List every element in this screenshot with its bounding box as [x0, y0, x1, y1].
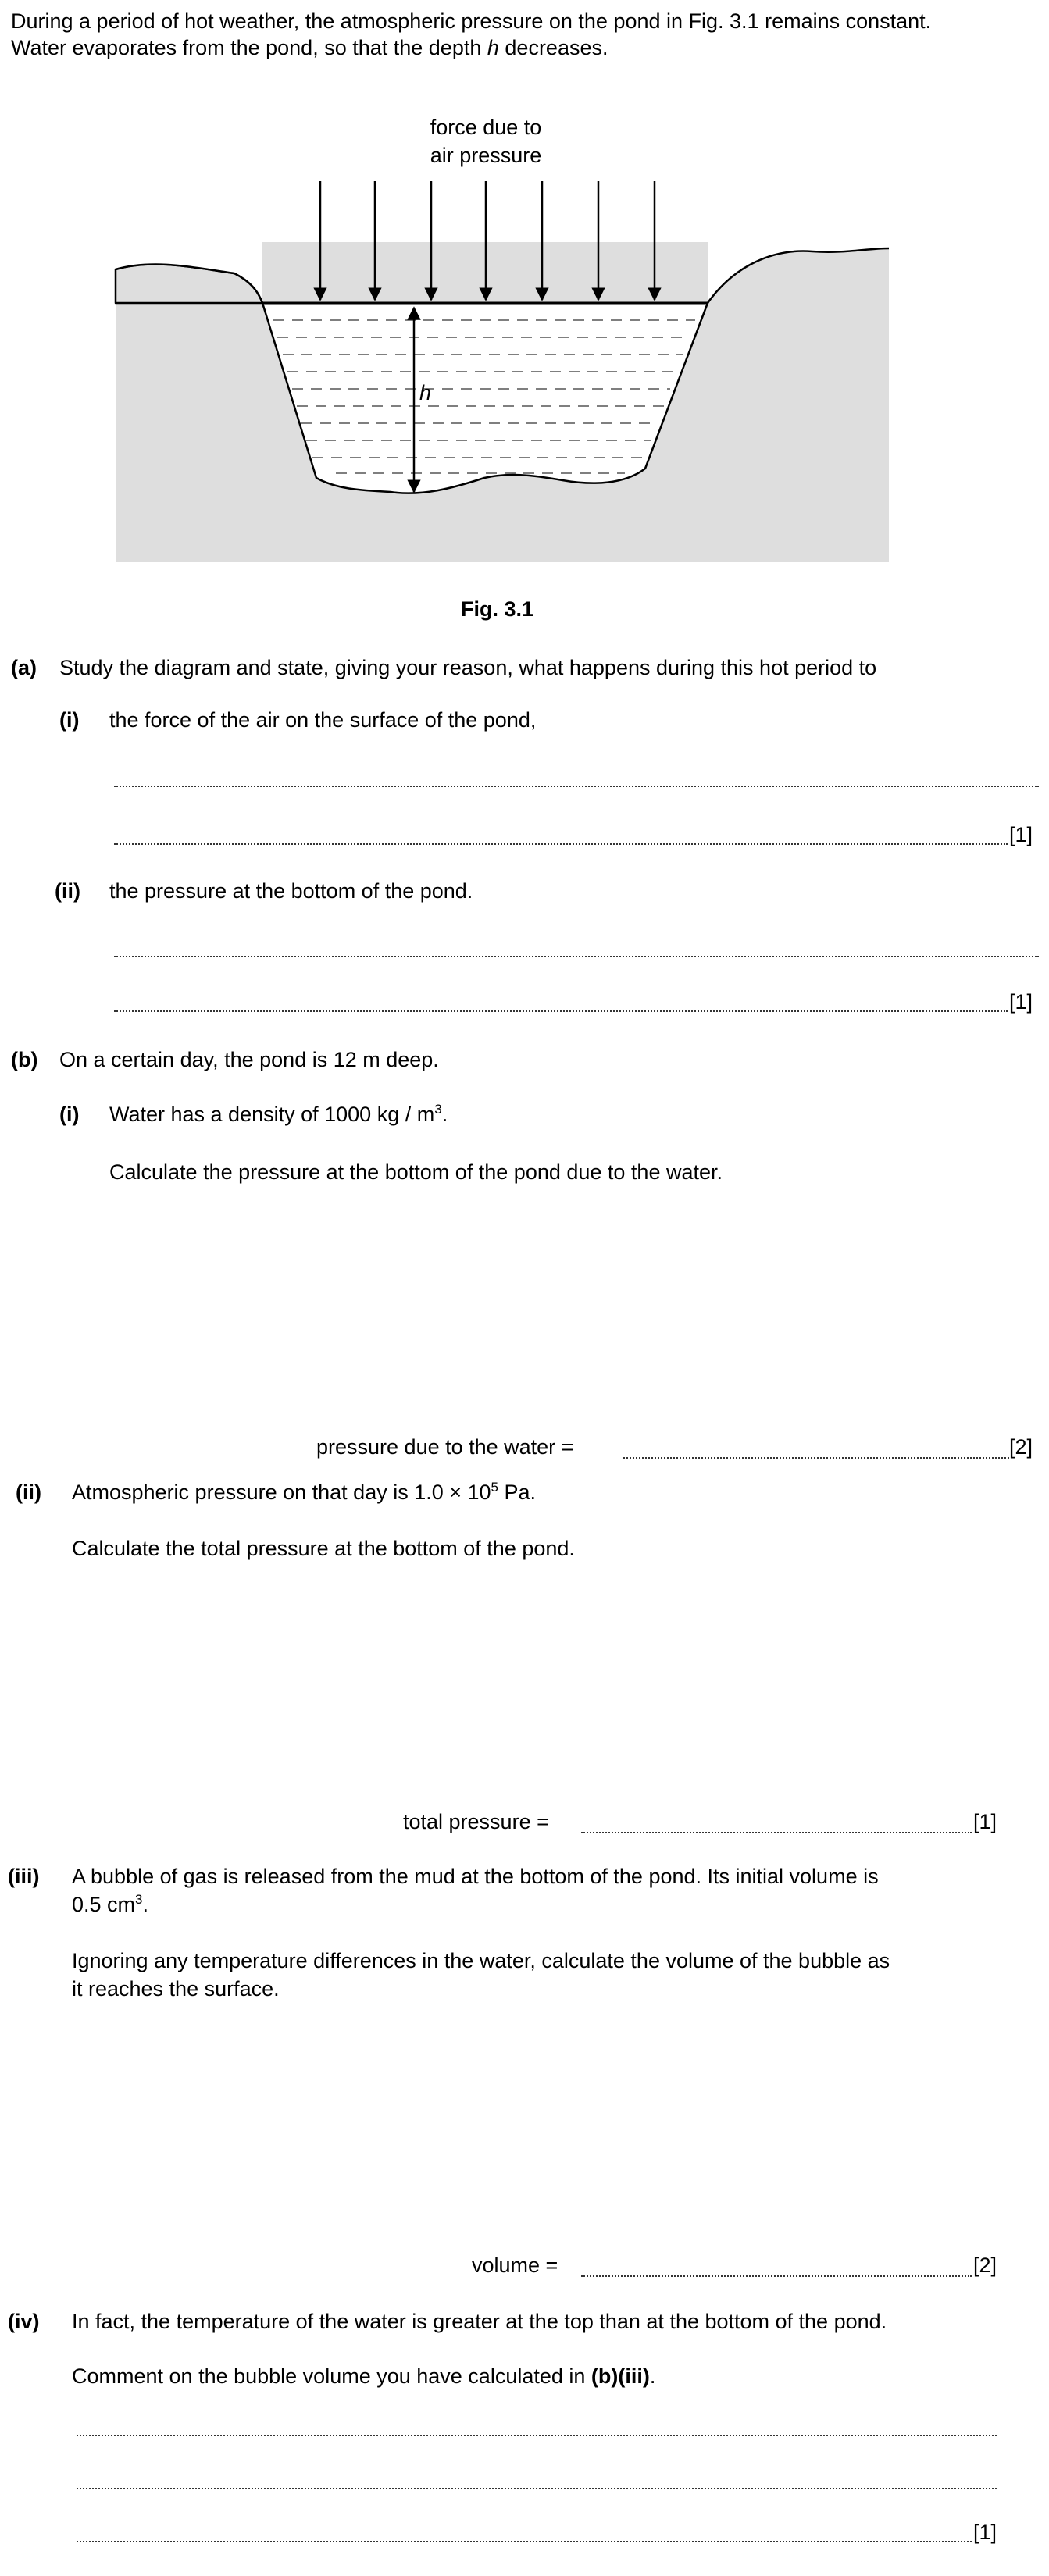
part-a-i-mark: [1]	[1009, 823, 1033, 846]
answer-line[interactable]	[114, 1010, 1008, 1012]
answer-line[interactable]	[77, 2541, 972, 2542]
part-b-iv-text: In fact, the temperature of the water is greater at the top than at the bottom of the pond.	[72, 2310, 887, 2333]
part-a-ii-mark: [1]	[1009, 990, 1033, 1014]
part-reference: (b)(iii)	[591, 2364, 650, 2388]
part-b-ii-mark: [1]	[973, 1810, 997, 1833]
part-b-stem: On a certain day, the pond is 12 m deep.	[59, 1048, 439, 1071]
part-b-iv-instruction: Comment on the bubble volume you have calculated in (b)(iii).	[72, 2364, 656, 2388]
part-a-i-text: the force of the air on the surface of the pond,	[109, 708, 537, 732]
part-b-ii-label: (ii)	[16, 1480, 41, 1504]
answer-line[interactable]	[77, 2435, 997, 2436]
part-b-iii-text-line-1: A bubble of gas is released from the mud at the bottom of the pond. Its initial volume is	[72, 1865, 879, 1888]
part-a-i-label: (i)	[59, 708, 80, 732]
pond-diagram	[0, 0, 1049, 578]
part-b-iv-label: (iv)	[8, 2310, 40, 2333]
part-b-i-text: Water has a density of 1000 kg / $m^3$.	[109, 1102, 448, 1126]
figure-caption: Fig. 3.1	[461, 597, 534, 621]
answer-line[interactable]	[623, 1457, 1009, 1459]
part-b-iv-mark: [1]	[973, 2521, 997, 2544]
part-b-iii-instruction-line-2: it reaches the surface.	[72, 1977, 280, 2001]
part-b-ii-text: Atmospheric pressure on that day is $1.0 \times 10^5$ Pa.	[72, 1480, 537, 1504]
answer-line[interactable]	[114, 956, 1039, 957]
part-b-iii-instruction-line-1: Ignoring any temperature differences in the water, calculate the volume of the bubble as	[72, 1949, 890, 1972]
part-a-stem: Study the diagram and state, giving your reason, what happens during this hot period to	[59, 656, 877, 679]
force-label-line-2: air pressure	[430, 144, 542, 167]
part-b-i-instruction: Calculate the pressure at the bottom of the pond due to the water.	[109, 1160, 723, 1184]
part-b-i-mark: [2]	[1009, 1435, 1033, 1459]
answer-line[interactable]	[114, 786, 1039, 787]
pond-water	[262, 303, 708, 493]
part-b-ii-instruction: Calculate the total pressure at the bottom of the pond.	[72, 1537, 575, 1560]
force-label-line-1: force due to	[430, 116, 542, 139]
depth-symbol: h	[487, 36, 499, 59]
part-b-iii-mark: [2]	[973, 2254, 997, 2277]
part-a-label: (a)	[11, 656, 37, 679]
part-b-label: (b)	[11, 1048, 38, 1071]
answer-line[interactable]	[581, 2275, 972, 2277]
depth-label: h	[419, 381, 432, 404]
part-b-iii-answer-label: volume =	[472, 2254, 558, 2277]
part-a-ii-label: (ii)	[55, 879, 80, 903]
part-b-i-answer-label: pressure due to the water =	[316, 1435, 574, 1459]
part-a-ii-text: the pressure at the bottom of the pond.	[109, 879, 473, 903]
part-b-i-label: (i)	[59, 1103, 80, 1126]
part-b-iii-label: (iii)	[8, 1865, 40, 1888]
intro-line-2: Water evaporates from the pond, so that the depth h decreases.	[11, 36, 608, 59]
part-b-iii-text-line-2: 0.5 $cm^3$.	[72, 1892, 149, 1916]
intro-line-1: During a period of hot weather, the atmospheric pressure on the pond in Fig. 3.1 remains constant.	[11, 9, 932, 33]
answer-line[interactable]	[77, 2488, 997, 2489]
part-b-ii-answer-label: total pressure =	[403, 1810, 549, 1833]
answer-line[interactable]	[581, 1832, 972, 1833]
answer-line[interactable]	[114, 843, 1008, 845]
